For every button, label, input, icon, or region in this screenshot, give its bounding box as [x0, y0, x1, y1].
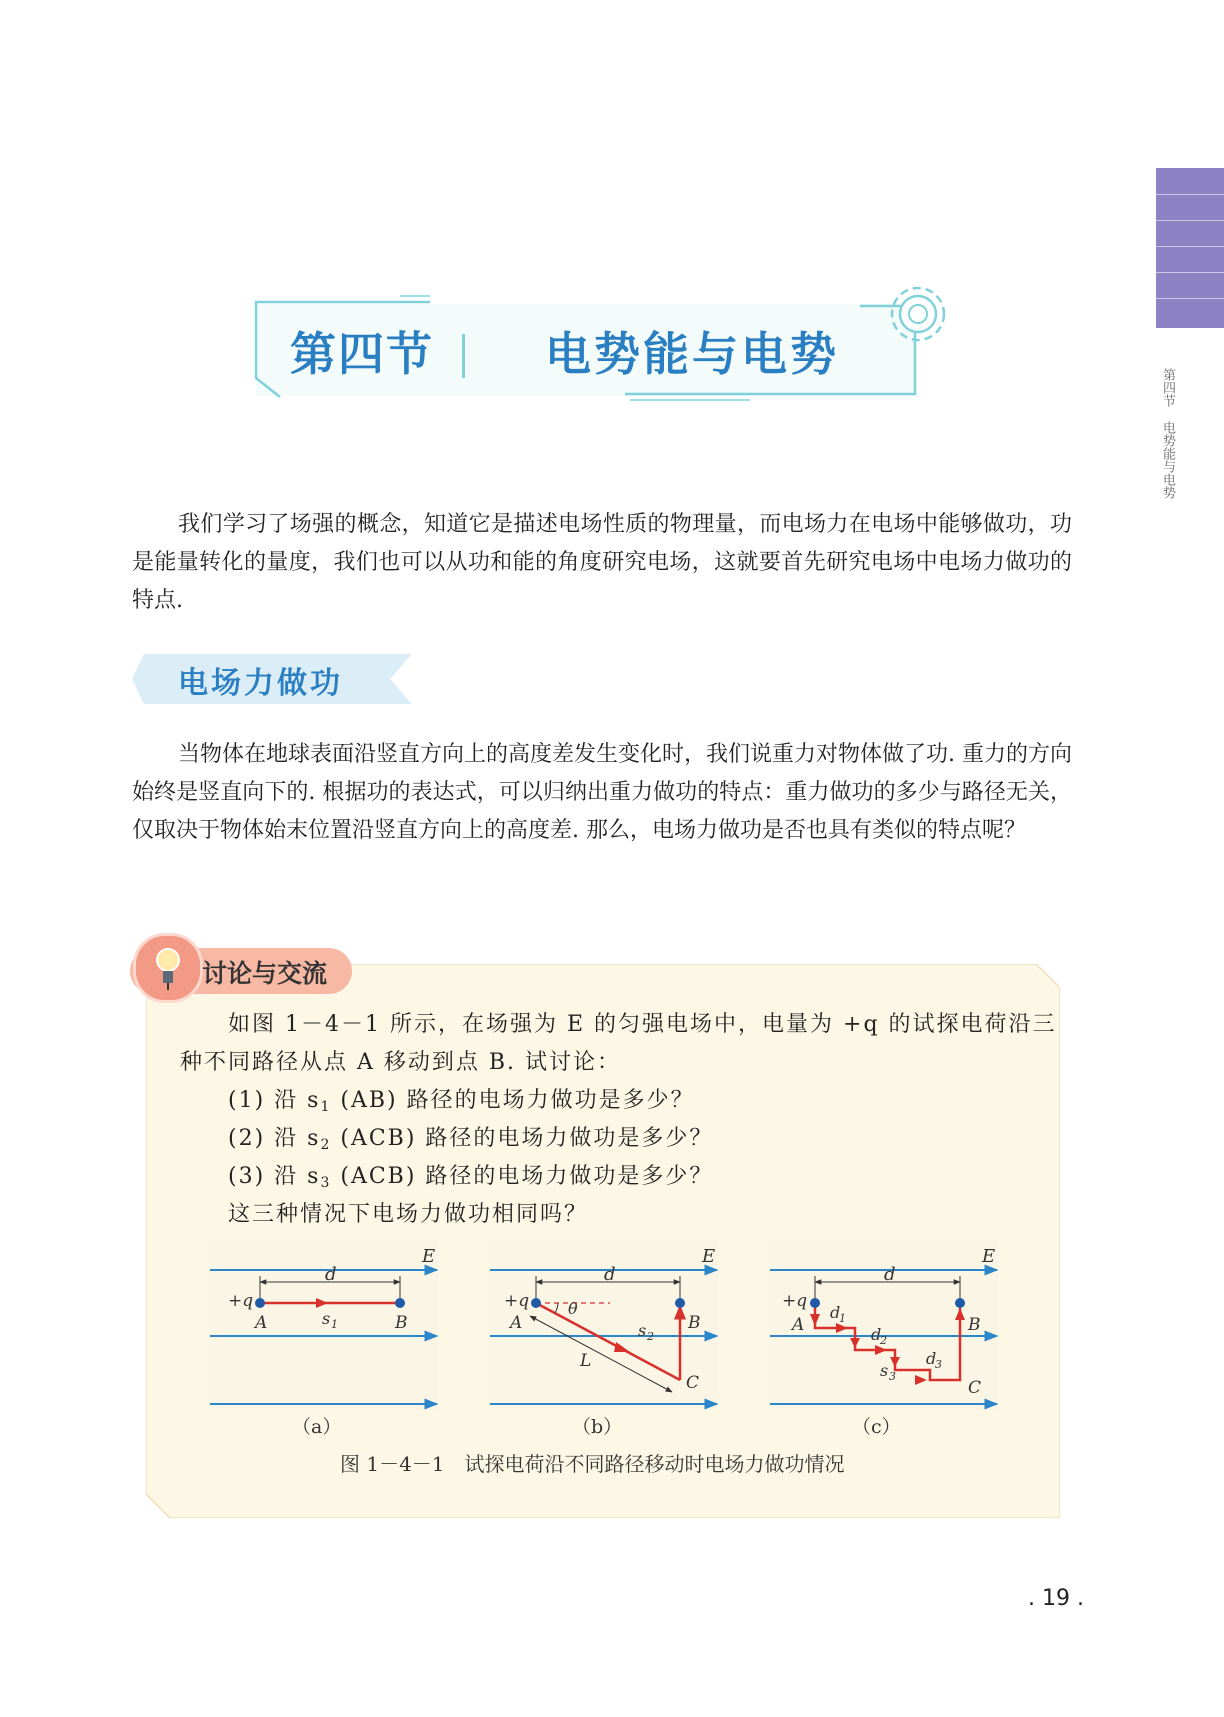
label-q: +q: [782, 1291, 808, 1311]
question-2-subscript: 2: [320, 1137, 332, 1153]
label-B: B: [688, 1313, 701, 1333]
page-number: . 19 .: [1028, 1586, 1084, 1611]
discussion-line-1: 如图 1－4－1 所示，在场强为 E 的匀强电场中，电量为 +q 的试探电荷沿三: [228, 1012, 1057, 1037]
intro-paragraph: 我们学习了场强的概念，知道它是描述电场性质的物理量，而电场力在电场中能够做功，功是能量转化的量度，我们也可以从功和能的角度研究电场，这就要首先研究电场中电场力做功的特点.: [132, 512, 1072, 613]
discussion-final-question: 这三种情况下电场力做功相同吗？: [228, 1202, 589, 1227]
side-section-number: 第四节: [1160, 368, 1175, 407]
figure-panel-c: [768, 1240, 998, 1410]
question-1-prefix: (1) 沿 s: [228, 1088, 321, 1113]
figure-panel-a: [208, 1240, 438, 1410]
subfigure-label-b: （b）: [572, 1416, 623, 1438]
label-q: +q: [228, 1291, 254, 1311]
label-L: L: [580, 1351, 592, 1371]
side-section-label: [1154, 368, 1174, 499]
label-d1-sub: 1: [839, 1312, 846, 1325]
figure-caption: 图 1－4－1 试探电荷沿不同路径移动时电场力做功情况: [340, 1452, 845, 1476]
label-E: E: [982, 1246, 996, 1267]
point-A: [255, 1298, 265, 1308]
discussion-line-2: 种不同路径从点 A 移动到点 B. 试讨论：: [180, 1050, 622, 1075]
label-d2-sub: 2: [880, 1334, 887, 1347]
label-s1-sub: 1: [331, 1318, 338, 1331]
point-B: [955, 1298, 965, 1308]
label-d: d: [884, 1264, 896, 1285]
point-A: [531, 1298, 541, 1308]
question-1-text: (AB) 路径的电场力做功是多少？: [331, 1088, 695, 1113]
label-d3: d: [926, 1349, 937, 1368]
label-B: B: [968, 1315, 981, 1335]
label-d: d: [604, 1264, 616, 1285]
label-B: B: [395, 1313, 408, 1333]
figure-1-4-1: [200, 1240, 1020, 1440]
section-paragraph: 当物体在地球表面沿竖直方向上的高度差发生变化时，我们说重力对物体做了功. 重力的方向始终是竖直向下的. 根据功的表达式，可以归纳出重力做功的特点：重力做功的多少与路径无关，仅取决于物体始末位置沿竖直方向上的高度差. 那么，电场力做功是否也具有类似的特点呢？: [132, 742, 1072, 843]
discussion-label: 讨论与交流: [202, 959, 328, 988]
subfigure-label-a: （a）: [292, 1416, 342, 1438]
label-q: +q: [504, 1291, 530, 1311]
figure-panel-b: [488, 1240, 718, 1410]
chapter-side-tab: [1156, 168, 1224, 328]
label-d: d: [325, 1264, 337, 1285]
label-A: A: [510, 1313, 523, 1333]
label-A: A: [792, 1315, 805, 1335]
question-1-subscript: 1: [320, 1099, 332, 1115]
label-s3-sub: 3: [889, 1370, 896, 1383]
point-B: [675, 1298, 685, 1308]
label-s2-sub: 2: [647, 1330, 654, 1343]
section-heading: 电场力做功: [178, 666, 343, 701]
lightbulb-icon: [133, 933, 203, 1003]
label-A: A: [255, 1313, 268, 1333]
question-3-text: (ACB) 路径的电场力做功是多少？: [331, 1164, 714, 1189]
question-3-prefix: (3) 沿 s: [228, 1164, 321, 1189]
section-number: 第四节: [290, 327, 434, 381]
label-theta: θ: [568, 1299, 578, 1318]
point-B: [395, 1298, 405, 1308]
label-E: E: [422, 1246, 436, 1267]
label-d3-sub: 3: [935, 1358, 942, 1371]
label-s3: s: [880, 1361, 889, 1380]
label-d1: d: [830, 1303, 841, 1322]
subfigure-label-c: （c）: [852, 1416, 901, 1438]
label-d2: d: [871, 1325, 882, 1344]
label-C: C: [968, 1378, 982, 1398]
label-C: C: [686, 1373, 700, 1393]
label-E: E: [702, 1246, 716, 1267]
label-s2: s: [638, 1321, 647, 1340]
question-2-prefix: (2) 沿 s: [228, 1126, 321, 1151]
question-3-subscript: 3: [320, 1175, 332, 1191]
section-title: 电势能与电势: [545, 327, 839, 381]
question-2-text: (ACB) 路径的电场力做功是多少？: [331, 1126, 714, 1151]
point-A: [810, 1298, 820, 1308]
label-s1: s: [322, 1309, 331, 1328]
side-section-topic: 电势能与电势: [1160, 421, 1175, 499]
title-divider: [462, 334, 465, 378]
